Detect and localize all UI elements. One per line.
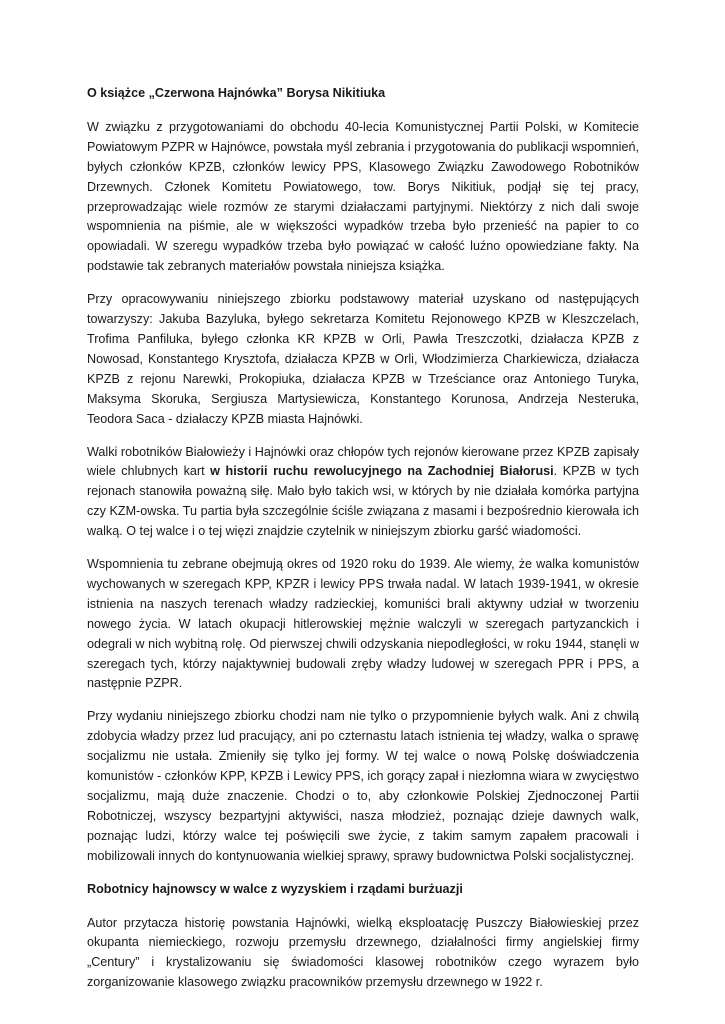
paragraph-purpose: Przy wydaniu niniejszego zbiorku chodzi nam nie tylko o przypomnienie byłych walk. Ani z chwilą zdobycia władzy przez lud pracujący, ani po czternastu latach istnienia tej władzy, walka o sprawę socjalizmu nie ustała. Zmieniły się tylko jej formy. W tej walce o nową Polskę doświadczenia komunistów - członków KPP, KPZB i Lewicy PPS, ich gorący zapał i niezłomna wiara w zwycięstwo socjalizmu, mają duże znaczenie. Chodzi o to, aby członkowie Polskiej Zjednoczonej Partii Robotniczej, wszyscy bezpartyjni aktywiści, nasza młodzież, poznając dzieje dawnych walk, poznając ludzi, którzy walce tej poświęcili swe życie, z takim samym zapałem pracowali i mobilizowali innych do kontynuowania wielkiej sprawy, sprawy budownictwa Polski socjalistycznej. xyxy=(87,709,640,863)
paragraph-intro: W związku z przygotowaniami do obchodu 40-lecia Komunistycznej Partii Polski, w Komitecie Powiatowym PZPR w Hajnówce, powstała myśl zebrania i przygotowania do publikacji wspomnień, byłych członków KPZB, członków lewicy PPS, Klasowego Związku Zawodowego Robotników Drzewnych. Członek Komitetu Powiatowego, tow. Borys Nikitiuk, podjął się tej pracy, przeprowadzając wiele rozmów ze starymi działaczami partyjnymi. Niektórzy z nich dali swoje wspomnienia na piśmie, ale w większości wypadków trzeba było przenieść na papier to co opowiadali. W szeregu wypadków trzeba było powiązać w całość luźno opowiedziane fakty. Na podstawie tak zebranych materiałów powstała niniejsza książka. xyxy=(87,119,639,274)
paragraph-struggles-emphasis: w historii ruchu rewolucyjnego na Zachodniej Białorusi xyxy=(210,464,554,479)
paragraph-period: Wspomnienia tu zebrane obejmują okres od 1920 roku do 1939. Ale wiemy, że walka komunistów wychowanych w szeregach KPP, KPZR i lewicy PPS trwała nadal. W latach 1939-1941, w okresie istnienia na naszych terenach władzy radzieckiej, komuniści brali aktywny udział w tworzeniu nowego życia. W latach okupacji hitlerowskiej mężnie walczyli w szeregach partyzanckich i odegrali w nich wybitną rolę. Od pierwszej chwili odzyskania niepodległości, w roku 1944, stanęli w szeregach tych, którzy najaktywniej budowali zręby władzy ludowej w szeregach PPR i PPS, a następnie PZPR. xyxy=(87,557,639,691)
paragraph-struggles xyxy=(87,443,639,543)
paragraph-contributors: Przy opracowywaniu niniejszego zbiorku podstawowy materiał uzyskano od następujących towarzyszy: Jakuba Bazyluka, byłego sekretarza Komitetu Rejonowego KPZB w Kleszczelach, Trofima Panfiluka, byłego członka KR KPZB w Orli, Pawła Treszczotki, działacza KPZB z Nowosad, Konstantego Krysztofa, działacza KPZB w Orli, Włodzimierza Charkiewicza, działacza KPZB z rejonu Narewki, Prokopiuka, działacza KPZB w Trześciance oraz Antoniego Turyka, Maksyma Skoruka, Sergiusza Martysiewicza, Konstantego Korunosa, Andrzeja Nesteruka, Teodora Saca - działaczy KPZB miasta Hajnówki. xyxy=(87,292,639,426)
paragraph-struggles-start: Walki robotników Białowieży i Hajnówki oraz chłopów tych rejonów kierowane przez KPZB zapisały wiele chlubnych kart xyxy=(87,444,639,479)
section-heading-book: O książce „Czerwona Hajnówka” Borysa Nikitiuka xyxy=(87,86,386,100)
document-page xyxy=(87,84,639,1006)
paragraph-struggles-end: . KPZB w tych rejonach stanowiła poważną siłę. Mało było takich wsi, w których by nie działała komórka partyjna czy KZM-owska. Tu partia była szczególnie ściśle związana z masami i bezpośrednio kierowała ich walką. O tej walce i o tej więzi znajdzie czytelnik w niniejszym zbiorku garść wiadomości. xyxy=(87,464,639,539)
paragraph-history: Autor przytacza historię powstania Hajnówki, wielką eksploatację Puszczy Białowieskiej przez okupanta niemieckiego, rozwoju przemysłu drzewnego, działalności firmy angielskiej firmy „Century” i krystalizowaniu się świadomości klasowej robotników czego wyrazem było zorganizowanie klasowego związku pracowników przemysłu drzewnego w 1922 r. xyxy=(87,915,639,990)
section-heading-workers: Robotnicy hajnowscy w walce z wyzyskiem i rządami burżuazji xyxy=(87,881,463,896)
